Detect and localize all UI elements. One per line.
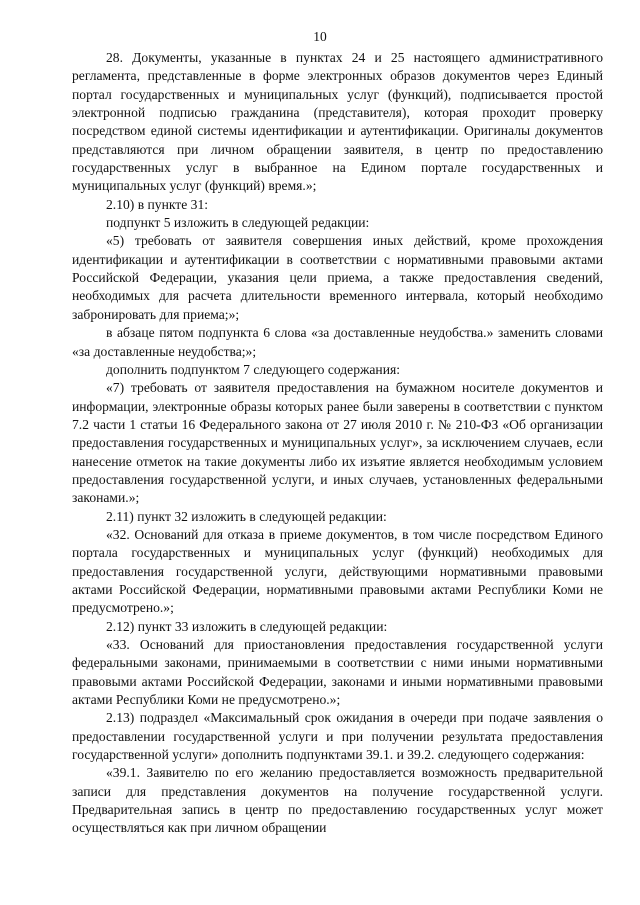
paragraph-subpoint-5-intro: подпункт 5 изложить в следующей редакции: <box>106 215 370 231</box>
paragraph-2-11-heading: 2.11) пункт 32 изложить в следующей редакции: <box>106 508 387 524</box>
paragraph-subpoint-5-text: «5) требовать от заявителя совершения иных действий, кроме прохождения идентификации и аутентификации в соответствии с нормативными правовыми актами Российской Федерации, указания цели приема, а также предоставления сведений, необходимых для расчета длительности временного интервала, который необходимо забронировать для приема;»; <box>72 233 603 322</box>
paragraph-32-text: «32. Оснований для отказа в приеме документов, в том числе посредством Единого портала государственных и муниципальных услуг (функций) необходимых для предоставления государственной услуги, действующими нормативными правовыми актами Российской Федерации, нормативными правовыми актами Республики Коми не предусмотрено.»; <box>72 526 603 616</box>
paragraph-2-13-heading: 2.13) подраздел «Максимальный срок ожидания в очереди при подаче заявления о предоставлении государственной услуги и при получении результата предоставления государственной услуги» дополнить подпунктами 39.1. и 39.2. следующего содержания: <box>72 710 603 763</box>
paragraph-28: 28. Документы, указанные в пунктах 24 и 25 настоящего административного регламента, представленные в форме электронных образов документов через Единый портал государственных и муниципальных услуг (функций), подписывается простой электронной подписью гражданина (представителя), которая проходит проверку посредством единой системы идентификации и аутентификации. Оригиналы документов представляются при личном обращении заявителя, в центр по предоставлению государственных услуг в выбранное на Едином портале государственных и муниципальных услуг (функций) время.»; <box>72 50 603 194</box>
paragraph-39-1-text: «39.1. Заявителю по его желанию предоставляется возможность предварительной записи для представления документов на получение государственной услуги. Предварительная запись в центр по предоставлению государственных услуг может осуществляться как при личном обращении <box>72 765 603 836</box>
paragraph-subpoint-7-intro: дополнить подпунктом 7 следующего содержания: <box>106 361 401 377</box>
paragraph-subpoint-6-change: в абзаце пятом подпункта 6 слова «за доставленные неудобства.» заменить словами «за доставленные неудобства;»; <box>72 325 603 359</box>
document-body <box>72 49 603 838</box>
page-number: 10 <box>313 29 327 44</box>
paragraph-2-10-heading: 2.10) в пункте 31: <box>106 196 209 212</box>
paragraph-2-12-heading: 2.12) пункт 33 изложить в следующей редакции: <box>106 618 388 634</box>
paragraph-33-text: «33. Оснований для приостановления предоставления государственной услуги федеральными законами, принимаемыми в соответствии с ними иными нормативными правовыми актами Российской Федерации, законами и иными нормативными правовыми актами Республики Коми не предусмотрено.»; <box>72 637 603 708</box>
paragraph-subpoint-7-text: «7) требовать от заявителя предоставления на бумажном носителе документов и информации, электронные образы которых ранее были заверены в соответствии с пунктом 7.2 части 1 статьи 16 Федерального закона от 27 июля 2010 г. № 210-ФЗ «Об организации предоставления государственных и муниципальных услуг», за исключением случаев, если нанесение отметок на такие документы либо их изъятие является необходимым условием предоставления государственной услуги, и иных случаев, установленных федеральными законами.»; <box>72 380 603 506</box>
